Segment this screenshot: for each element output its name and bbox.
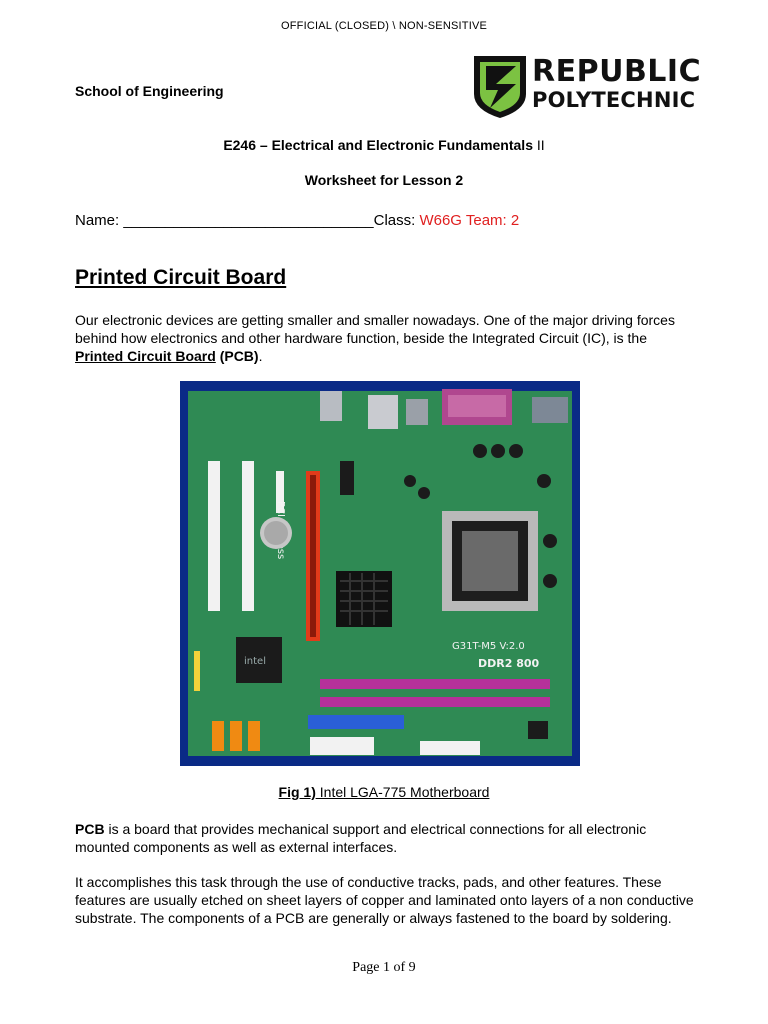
logo-wordmark (532, 56, 701, 112)
detail-paragraph: It accomplishes this task through the use of conductive tracks, pads, and other features. These features are usually etched on sheet layers of copper and laminated onto layers of a non conductive substrate. The components of a PCB are generally or always fastened to the board by soldering. (75, 874, 694, 926)
republic-polytechnic-logo (472, 54, 702, 120)
definition-term: PCB (75, 821, 105, 837)
intro-end: . (258, 348, 263, 364)
intel-chip-label: intel (244, 656, 266, 667)
pcb-abbrev: (PCB) (219, 348, 259, 364)
course-title (0, 137, 768, 153)
model-label: G31T-M5 V:2.0 (452, 641, 525, 652)
ddr-label: DDR2 800 (478, 657, 540, 670)
course-code-title: E246 – Electrical and Electronic Fundamentals (223, 137, 533, 153)
definition-text: is a board that provides mechanical support and electrical connections for all electronic mounted components as well as external interfaces. (75, 821, 647, 855)
figure-label: Fig 1) (278, 784, 316, 800)
shield-logo-icon (472, 54, 528, 120)
pcb-term: Printed Circuit Board (75, 348, 216, 364)
section-heading: Printed Circuit Board (75, 266, 287, 289)
definition-paragraph (75, 820, 695, 856)
worksheet-title: Worksheet for Lesson 2 (304, 172, 464, 188)
motherboard-photo (180, 381, 580, 766)
course-suffix: II (533, 137, 545, 153)
logo-line-1: REPUBLIC (532, 54, 702, 89)
figure-caption (0, 784, 768, 800)
school-name: School of Engineering (75, 83, 224, 99)
intro-paragraph (75, 311, 695, 365)
class-value: W66G Team: 2 (419, 212, 520, 229)
page-number: Page 1 of 9 (352, 960, 416, 975)
classification-label: OFFICIAL (CLOSED) \ NON-SENSITIVE (280, 20, 488, 32)
intro-text: Our electronic devices are getting smaller and smaller nowadays. One of the major driving forces behind how electronics and other hardware function, beside the Integrated Circuit (IC), is the (75, 312, 675, 346)
class-label: Class: (373, 212, 420, 229)
logo-line-2: POLYTECHNIC (532, 88, 696, 112)
name-field-label: Name: ______________________________ (75, 212, 374, 229)
figure-caption-text: Intel LGA-775 Motherboard (315, 784, 490, 800)
name-class-line (75, 212, 519, 229)
